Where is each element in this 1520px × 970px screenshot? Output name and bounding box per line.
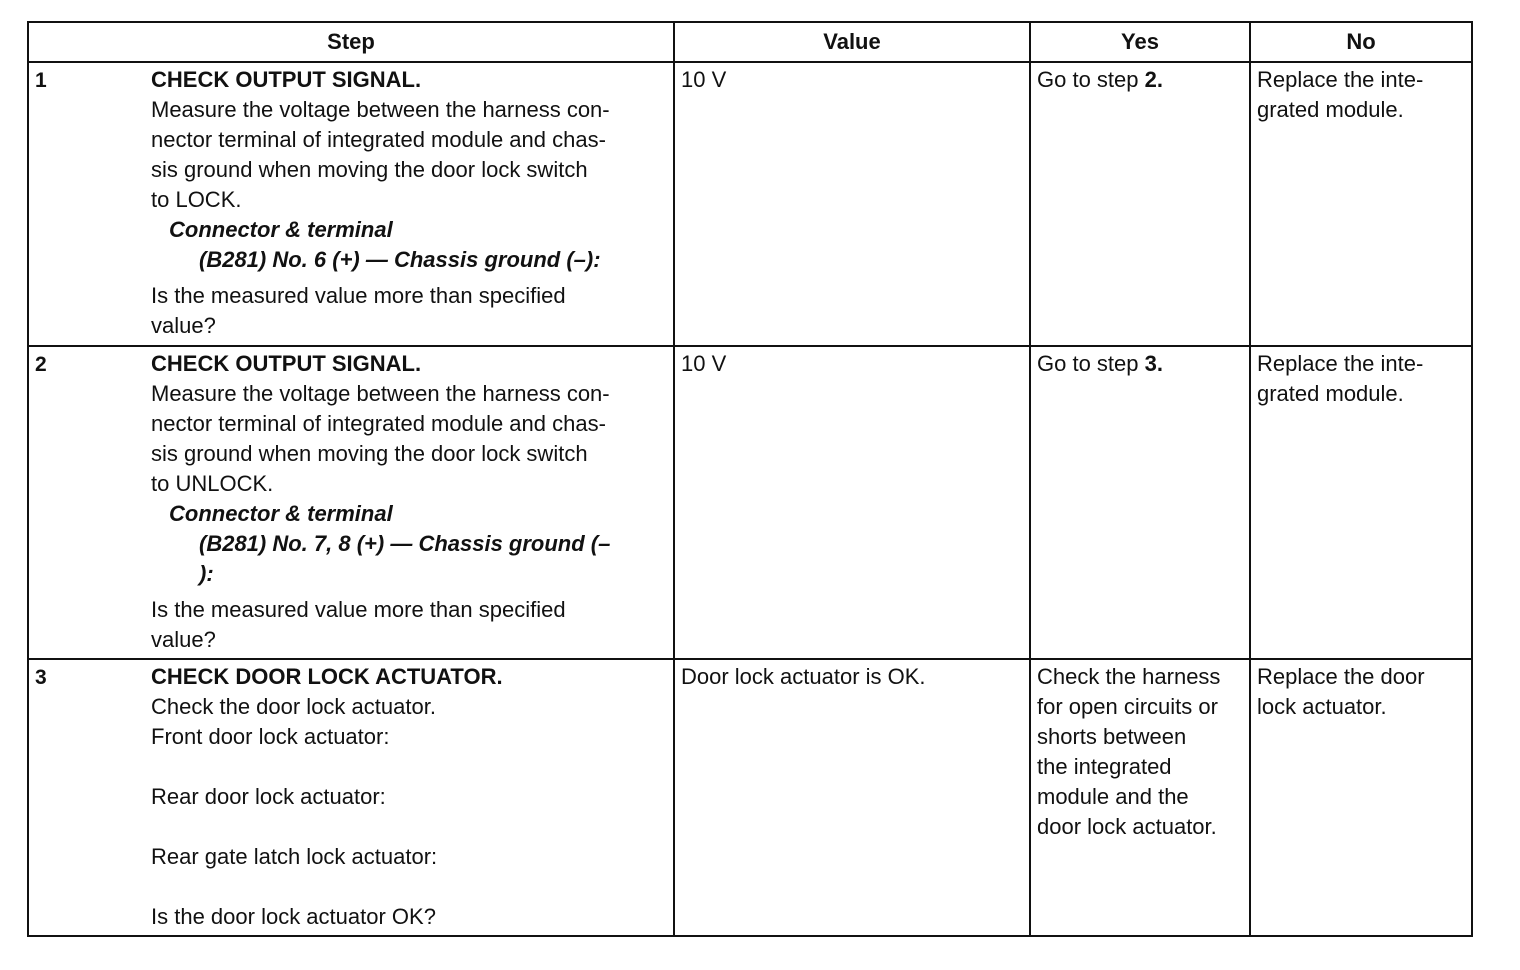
- step-text-line: sis ground when moving the door lock switch: [151, 441, 588, 466]
- step-text-line: sis ground when moving the door lock switch: [151, 157, 588, 182]
- no-cell: [1250, 62, 1472, 346]
- step-text-line: Rear door lock actuator:: [151, 784, 386, 809]
- header-row: [28, 22, 1472, 62]
- no-cell: [1250, 659, 1472, 936]
- yes-text-line: door lock actuator.: [1037, 814, 1217, 839]
- yes-step-ref: 3.: [1144, 351, 1163, 376]
- yes-text: Go to step: [1037, 67, 1145, 92]
- table-row: [28, 62, 1472, 346]
- step-text-line: nector terminal of integrated module and chas-: [151, 411, 606, 436]
- step-question-line: value?: [151, 313, 216, 338]
- step-number: 3: [35, 666, 47, 689]
- no-text-line: grated module.: [1257, 381, 1404, 406]
- step-question-line: value?: [151, 627, 216, 652]
- step-text-line: Measure the voltage between the harness con-: [151, 97, 610, 122]
- connector-label: Connector & terminal: [169, 501, 393, 526]
- table-row: [28, 659, 1472, 936]
- yes-text-line: shorts between: [1037, 724, 1187, 749]
- step-cell: [28, 62, 674, 346]
- header-no: No: [1250, 22, 1472, 62]
- connector-terminal: ):: [199, 561, 214, 586]
- connector-terminal: (B281) No. 7, 8 (+) — Chassis ground (–: [199, 531, 611, 556]
- step-cell: [28, 659, 674, 936]
- no-text-line: Replace the inte-: [1257, 67, 1424, 92]
- step-text-line: Front door lock actuator:: [151, 724, 390, 749]
- step-text-line: to LOCK.: [151, 187, 242, 212]
- yes-text: Go to step: [1037, 351, 1145, 376]
- no-text-line: lock actuator.: [1257, 694, 1387, 719]
- step-number: 2: [35, 353, 47, 376]
- yes-cell: [1030, 346, 1250, 659]
- step-question-line: Is the measured value more than specified: [151, 283, 566, 308]
- yes-text-line: Check the harness: [1037, 664, 1221, 689]
- yes-cell: [1030, 659, 1250, 936]
- step-title: CHECK OUTPUT SIGNAL.: [151, 67, 422, 92]
- header-step: Step: [28, 22, 674, 62]
- step-text-line: Rear gate latch lock actuator:: [151, 844, 438, 869]
- step-question-line: Is the measured value more than specified: [151, 597, 566, 622]
- header-yes: Yes: [1030, 22, 1250, 62]
- step-text-line: Is the door lock actuator OK?: [151, 904, 436, 929]
- diagnostic-table: [27, 21, 1473, 937]
- no-cell: [1250, 346, 1472, 659]
- step-number: 1: [35, 69, 47, 92]
- step-text-line: nector terminal of integrated module and chas-: [151, 127, 606, 152]
- connector-terminal: (B281) No. 6 (+) — Chassis ground (–):: [199, 247, 601, 272]
- yes-cell: [1030, 62, 1250, 346]
- step-cell: [28, 346, 674, 659]
- yes-text-line: module and the: [1037, 784, 1189, 809]
- value-cell: Door lock actuator is OK.: [674, 659, 1030, 936]
- yes-step-ref: 2.: [1144, 67, 1163, 92]
- step-title: CHECK DOOR LOCK ACTUATOR.: [151, 664, 503, 689]
- value-cell: 10 V: [674, 62, 1030, 346]
- yes-text-line: the integrated: [1037, 754, 1172, 779]
- no-text-line: Replace the door: [1257, 664, 1425, 689]
- connector-label: Connector & terminal: [169, 217, 393, 242]
- step-text-line: Check the door lock actuator.: [151, 694, 436, 719]
- step-title: CHECK OUTPUT SIGNAL.: [151, 351, 422, 376]
- step-text-line: Measure the voltage between the harness con-: [151, 381, 610, 406]
- table-row: [28, 346, 1472, 659]
- no-text-line: grated module.: [1257, 97, 1404, 122]
- no-text-line: Replace the inte-: [1257, 351, 1424, 376]
- header-value: Value: [674, 22, 1030, 62]
- value-cell: 10 V: [674, 346, 1030, 659]
- yes-text-line: for open circuits or: [1037, 694, 1218, 719]
- step-text-line: to UNLOCK.: [151, 471, 274, 496]
